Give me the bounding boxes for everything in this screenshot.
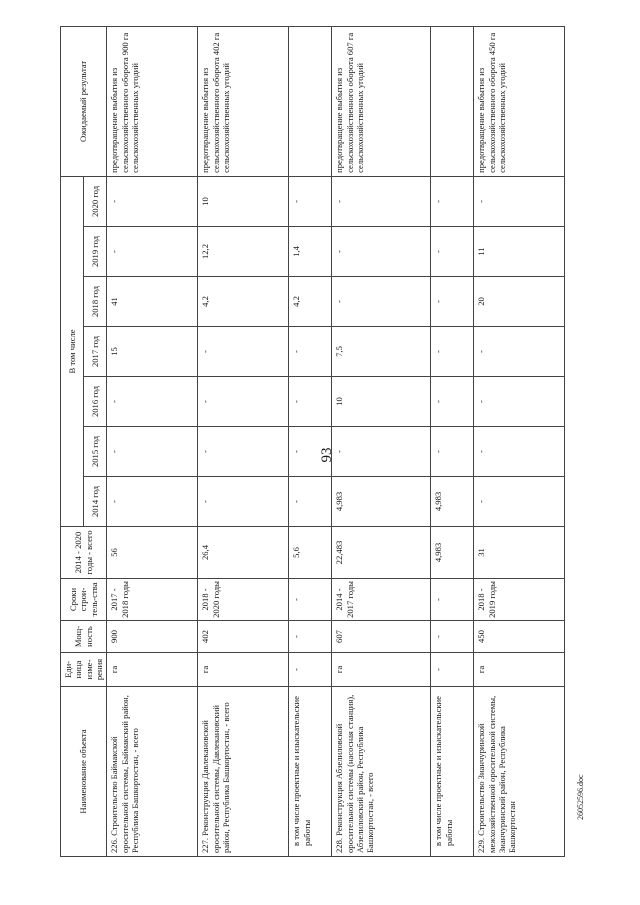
- row-year-value: 4,2: [289, 277, 332, 327]
- row-result: предотвращение выбытия из сельскохозяйственного оборота 450 га сельскохозяйственных угодий: [474, 26, 565, 176]
- row-unit: га: [198, 653, 289, 687]
- row-year-value: 10: [198, 176, 289, 226]
- row-year-value: -: [474, 176, 565, 226]
- row-unit: га: [332, 653, 431, 687]
- row-total: 22,483: [332, 527, 431, 579]
- row-year-value: -: [107, 227, 198, 277]
- header-total: 2014 - 2020 годы - всего: [61, 527, 107, 579]
- header-incl: В том числе: [61, 176, 84, 526]
- header-year: 2016 год: [84, 377, 107, 427]
- page-number: 93: [319, 447, 335, 463]
- row-year-value: -: [289, 477, 332, 527]
- row-year-value: -: [431, 427, 474, 477]
- table-row: [332, 26, 431, 856]
- row-year-value: 11: [474, 227, 565, 277]
- row-name: 229. Строительство Зианчуринской межхозяйственной оросительной системы, Зианчуринский район, Республика Башкортостан: [474, 687, 565, 857]
- row-year-value: -: [289, 377, 332, 427]
- row-year-value: 4,983: [332, 477, 431, 527]
- row-term: 2018 - 2019 годы: [474, 579, 565, 621]
- row-result: [431, 26, 474, 176]
- row-year-value: -: [474, 427, 565, 477]
- header-capacity: Мощ-ность: [61, 621, 107, 653]
- row-term: 2017 - 2018 годы: [107, 579, 198, 621]
- row-term: -: [431, 579, 474, 621]
- row-year-value: -: [474, 477, 565, 527]
- header-year: 2014 год: [84, 477, 107, 527]
- table-container: [60, 27, 605, 857]
- row-capacity: 900: [107, 621, 198, 653]
- row-result: предотвращение выбытия из сельскохозяйственного оборота 402 га сельскохозяйственных угодий: [198, 26, 289, 176]
- row-unit: га: [107, 653, 198, 687]
- row-year-value: -: [474, 377, 565, 427]
- row-year-value: 4,2: [198, 277, 289, 327]
- row-unit: -: [289, 653, 332, 687]
- row-year-value: -: [289, 176, 332, 226]
- row-year-value: 7,5: [332, 327, 431, 377]
- row-capacity: -: [431, 621, 474, 653]
- row-year-value: 4,983: [431, 477, 474, 527]
- header-result: Ожидаемый результат: [61, 26, 107, 176]
- row-year-value: -: [107, 477, 198, 527]
- row-year-value: -: [107, 427, 198, 477]
- row-year-value: -: [332, 227, 431, 277]
- row-name: в том числе проектные и изыскательские работы: [289, 687, 332, 857]
- row-year-value: 12,2: [198, 227, 289, 277]
- row-result: [289, 26, 332, 176]
- header-name: Наименование объекта: [61, 687, 107, 857]
- row-year-value: -: [198, 377, 289, 427]
- row-year-value: -: [198, 477, 289, 527]
- row-year-value: -: [289, 427, 332, 477]
- row-year-value: -: [431, 227, 474, 277]
- row-name: 227. Реконструкция Давлекановской оросительной системы, Давлекановский район, Республика Башкортостан, - всего: [198, 687, 289, 857]
- row-name: в том числе проектные и изыскательские работы: [431, 687, 474, 857]
- row-result: предотвращение выбытия из сельскохозяйственного оборота 607 га сельскохозяйственных угодий: [332, 26, 431, 176]
- row-year-value: -: [332, 277, 431, 327]
- row-term: -: [289, 579, 332, 621]
- row-year-value: 41: [107, 277, 198, 327]
- header-year: 2020 год: [84, 176, 107, 226]
- table-row: [431, 26, 474, 856]
- row-year-value: 1,4: [289, 227, 332, 277]
- row-capacity: 607: [332, 621, 431, 653]
- document-id: 26052596.doc: [576, 774, 585, 820]
- row-year-value: 10: [332, 377, 431, 427]
- header-unit: Еди-ница изме-рения: [61, 653, 107, 687]
- table-row: [289, 26, 332, 856]
- row-name: 226. Строительство Баймакской оросительной системы, Баймакский район, Республика Башкортостан, - всего: [107, 687, 198, 857]
- row-year-value: -: [431, 377, 474, 427]
- row-total: 26,4: [198, 527, 289, 579]
- row-name: 228. Реконструкция Абзелиловской оросительной системы (насосная станция), Абзелиловский район, Республика Башкортостан, - всего: [332, 687, 431, 857]
- row-total: 4,983: [431, 527, 474, 579]
- row-capacity: 450: [474, 621, 565, 653]
- row-term: 2014 - 2017 годы: [332, 579, 431, 621]
- row-year-value: -: [332, 176, 431, 226]
- row-year-value: -: [198, 327, 289, 377]
- row-term: 2018 - 2020 годы: [198, 579, 289, 621]
- row-year-value: -: [198, 427, 289, 477]
- row-year-value: 20: [474, 277, 565, 327]
- header-row-1: [61, 26, 84, 856]
- row-total: 31: [474, 527, 565, 579]
- header-year: 2019 год: [84, 227, 107, 277]
- row-total: 56: [107, 527, 198, 579]
- row-capacity: 402: [198, 621, 289, 653]
- row-year-value: 15: [107, 327, 198, 377]
- row-year-value: -: [431, 277, 474, 327]
- objects-table: [60, 26, 565, 857]
- table-row: [474, 26, 565, 856]
- row-result: предотвращение выбытия из сельскохозяйственного оборота 900 га сельскохозяйственных угодий: [107, 26, 198, 176]
- row-year-value: -: [107, 176, 198, 226]
- row-year-value: -: [107, 377, 198, 427]
- table-row: [107, 26, 198, 856]
- row-year-value: -: [431, 176, 474, 226]
- row-unit: -: [431, 653, 474, 687]
- table-row: [198, 26, 289, 856]
- header-term: Сроки строи-тель-ства: [61, 579, 107, 621]
- row-capacity: -: [289, 621, 332, 653]
- header-year: 2015 год: [84, 427, 107, 477]
- row-year-value: -: [332, 427, 431, 477]
- row-year-value: -: [289, 327, 332, 377]
- header-year: 2018 год: [84, 277, 107, 327]
- row-unit: га: [474, 653, 565, 687]
- header-year: 2017 год: [84, 327, 107, 377]
- row-year-value: -: [431, 327, 474, 377]
- row-year-value: -: [474, 327, 565, 377]
- row-total: 5,6: [289, 527, 332, 579]
